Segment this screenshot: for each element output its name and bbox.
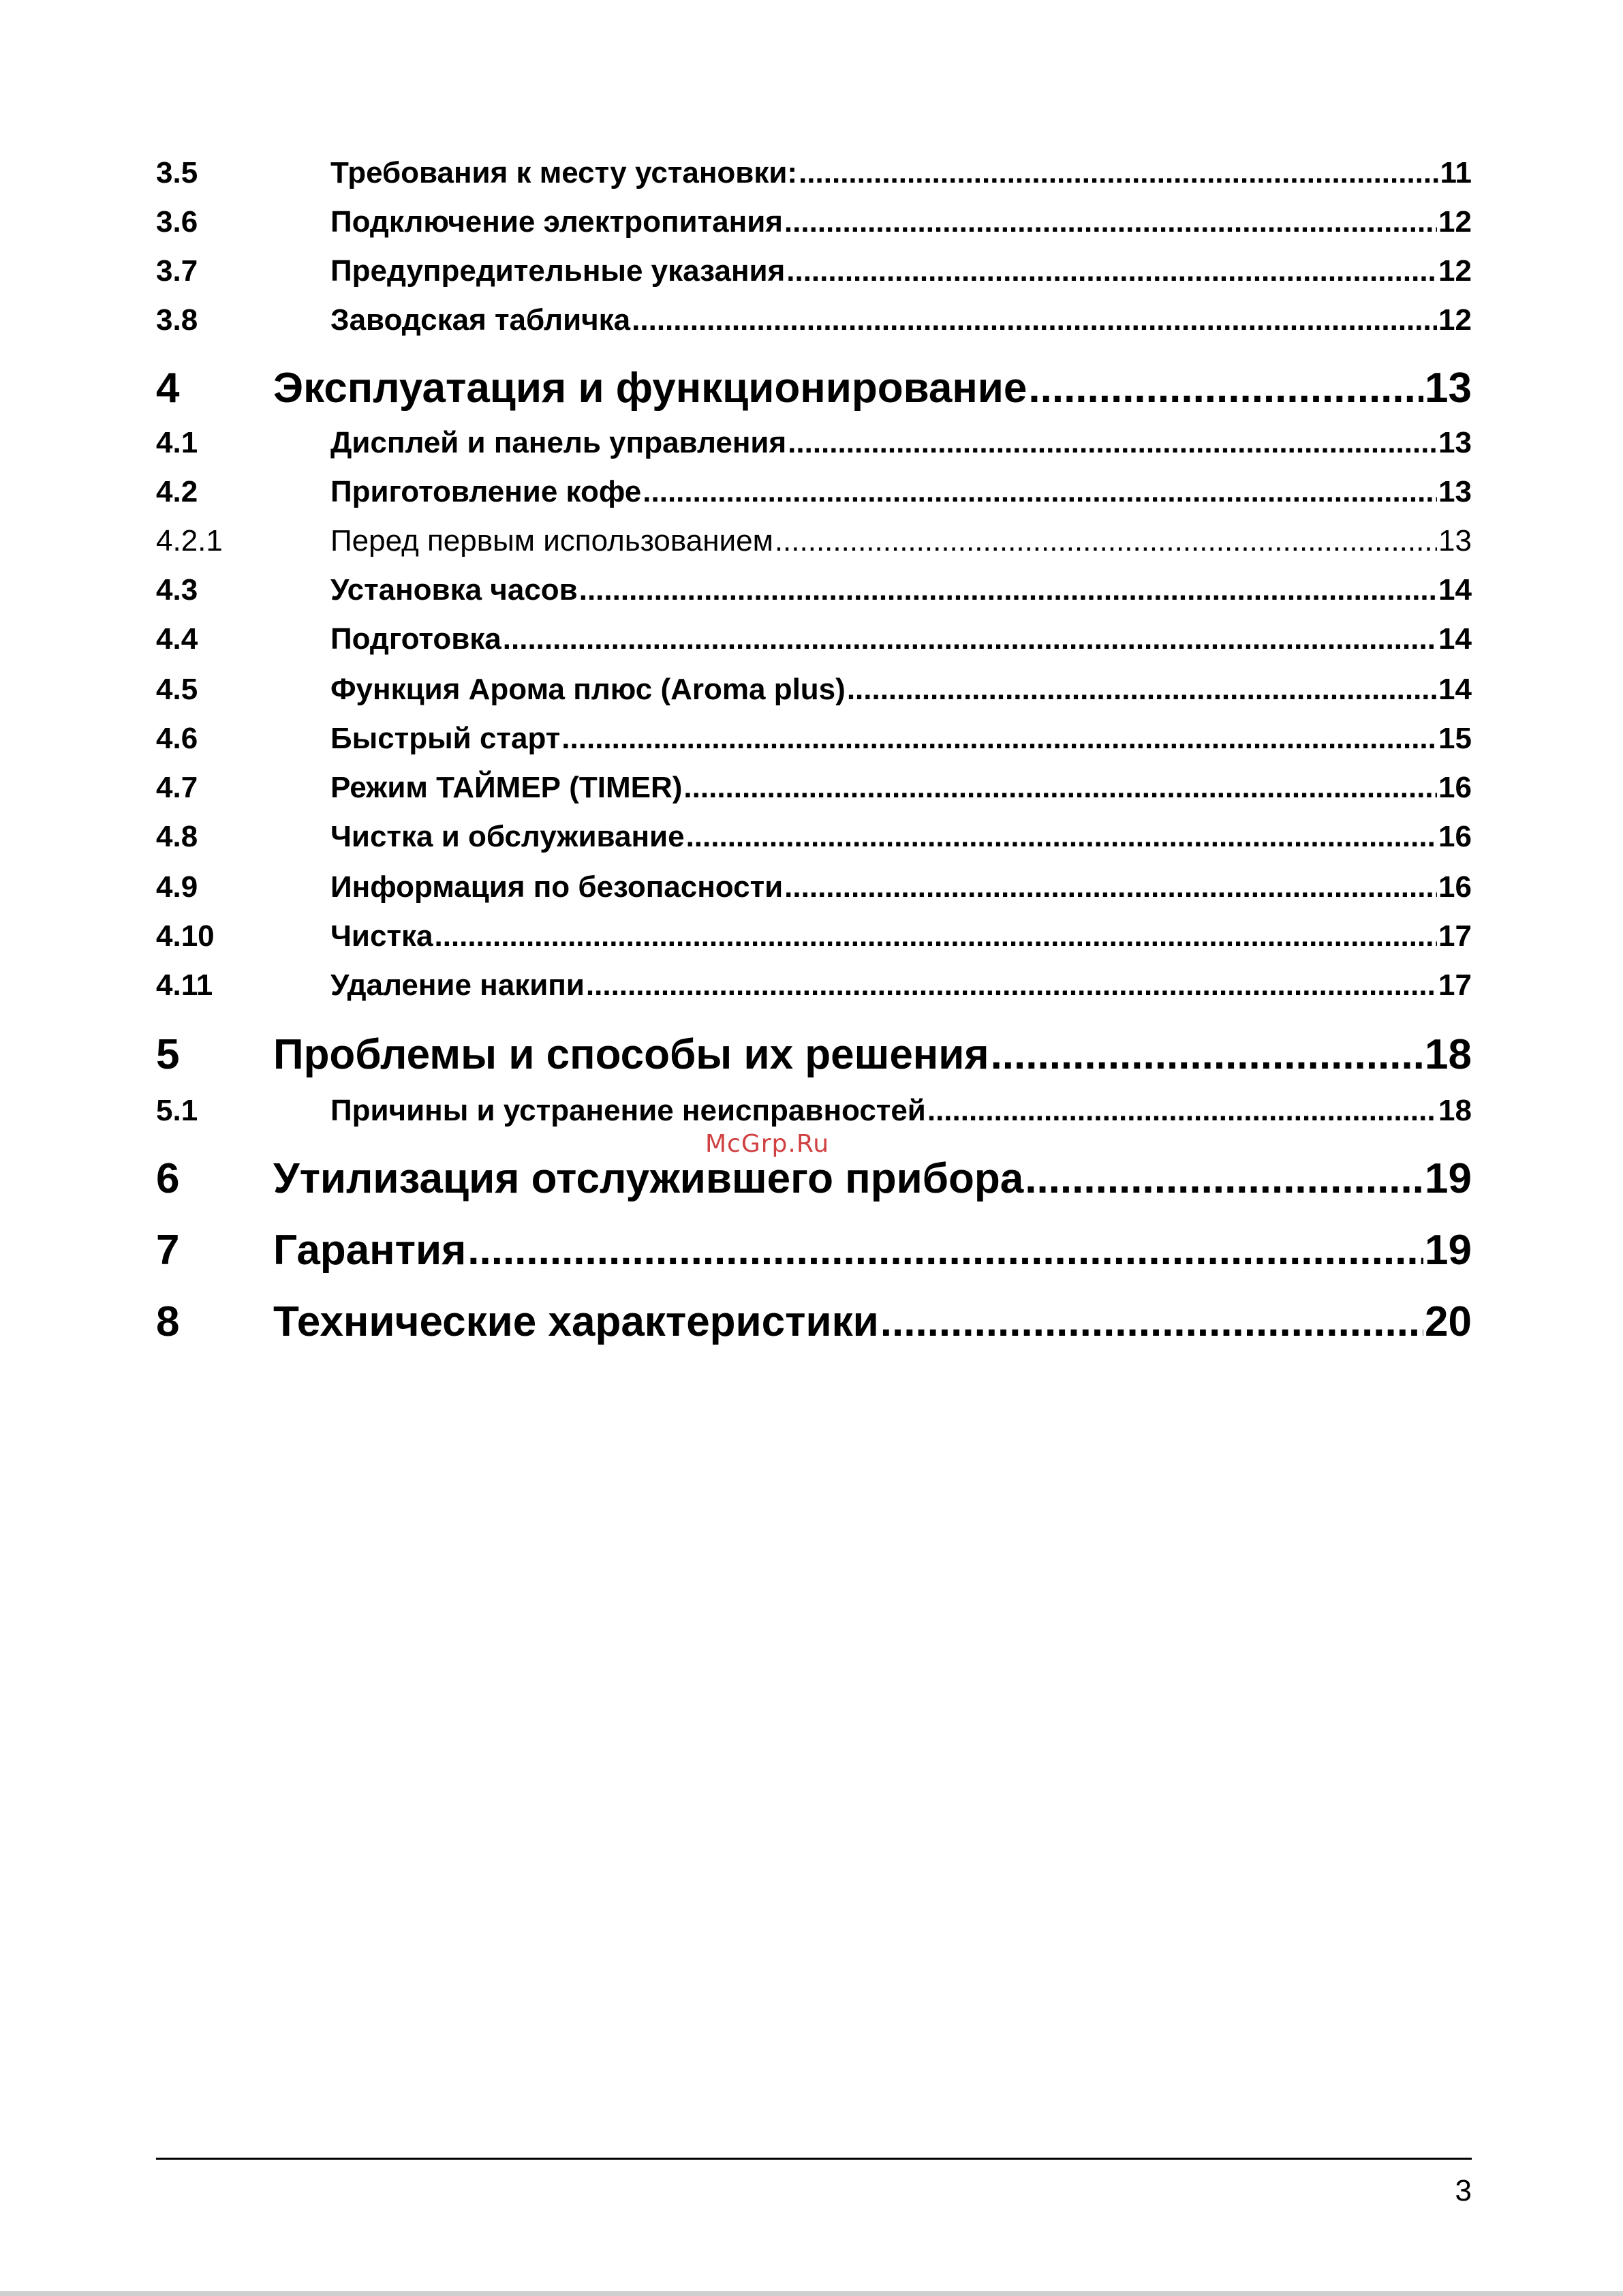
toc-entry-4-6[interactable] (156, 718, 1472, 759)
toc-entry-page: 14 (1438, 673, 1472, 706)
toc-entry-page: 12 (1438, 205, 1472, 239)
toc-entry-page: 14 (1438, 573, 1472, 607)
toc-entry-page: 12 (1438, 254, 1472, 288)
toc-dot-leader (786, 251, 1437, 292)
toc-entry-page: 20 (1425, 1298, 1472, 1345)
toc-dot-leader (788, 423, 1437, 463)
toc-entry-4-11[interactable] (156, 965, 1472, 1006)
toc-dot-leader (503, 619, 1437, 660)
toc-entry-title: Подключение электропитания (330, 205, 783, 239)
toc-entry-page: 17 (1438, 968, 1472, 1002)
toc-entry-page: 13 (1438, 524, 1472, 557)
toc-dot-leader (927, 1090, 1437, 1131)
toc-entry-page: 19 (1425, 1155, 1472, 1202)
toc-dot-leader (1028, 361, 1423, 416)
toc-entry-page: 11 (1440, 156, 1472, 189)
toc-entry-title: Предупредительные указания (330, 254, 786, 288)
toc-dot-leader (799, 153, 1438, 194)
page-number: 3 (1455, 2174, 1472, 2207)
toc-entry-title: Заводская табличка (330, 303, 631, 337)
toc-entry-title: Требования к месту установки: (330, 156, 798, 189)
toc-entry-number: 4.10 (156, 919, 215, 953)
toc-dot-leader (579, 570, 1437, 611)
toc-entry-page: 15 (1438, 722, 1472, 755)
toc-entry-title: Гарантия (273, 1227, 467, 1274)
toc-entry-page: 16 (1438, 870, 1472, 904)
toc-entry-number: 4 (156, 365, 180, 412)
toc-entry-number: 4.2.1 (156, 524, 223, 557)
toc-entry-number: 4.9 (156, 870, 198, 904)
toc-entry-number: 4.7 (156, 771, 198, 804)
toc-entry-number: 3.8 (156, 303, 198, 337)
toc-entry-number: 4.6 (156, 722, 198, 755)
toc-entry-title: Режим ТАЙМЕР (TIMER) (330, 771, 683, 804)
toc-entry-4-2[interactable] (156, 472, 1472, 512)
toc-dot-leader (991, 1028, 1423, 1082)
toc-entry-7[interactable] (156, 1223, 1472, 1278)
toc-entry-number: 6 (156, 1155, 180, 1202)
toc-entry-number: 4.1 (156, 426, 198, 459)
toc-entry-4-10[interactable] (156, 916, 1472, 957)
toc-dot-leader (686, 816, 1437, 857)
toc-entry-3-8[interactable] (156, 300, 1472, 341)
toc-entry-page: 17 (1438, 919, 1472, 953)
toc-entry-number: 4.4 (156, 622, 198, 656)
toc-entry-4-8[interactable] (156, 816, 1472, 857)
toc-entry-title: Удаление накипи (330, 968, 585, 1002)
toc-dot-leader (643, 472, 1437, 512)
toc-entry-title: Чистка (330, 919, 433, 953)
toc-entry-5-1[interactable] (156, 1090, 1472, 1131)
toc-entry-title: Причины и устранение неисправностей (330, 1094, 926, 1127)
toc-entry-title: Приготовление кофе (330, 475, 642, 508)
toc-entry-title: Утилизация отслужившего прибора (273, 1155, 1024, 1202)
toc-dot-leader (467, 1223, 1423, 1278)
toc-entry-4-7[interactable] (156, 767, 1472, 808)
toc-entry-title: Информация по безопасности (330, 870, 784, 904)
toc-entry-title: Функция Арома плюс (Aroma plus) (330, 673, 846, 706)
toc-dot-leader (683, 767, 1437, 808)
toc-entry-title: Установка часов (330, 573, 578, 607)
toc-entry-page: 19 (1425, 1227, 1472, 1274)
toc-dot-leader (632, 300, 1437, 341)
watermark: McGrp.Ru (705, 1130, 830, 1158)
toc-entry-page: 18 (1425, 1031, 1472, 1078)
toc-entry-4-2-1[interactable] (156, 521, 1472, 562)
toc-entry-title: Перед первым использованием (330, 524, 773, 557)
toc-entry-number: 5 (156, 1031, 180, 1078)
toc-dot-leader (775, 521, 1437, 562)
toc-dot-leader (1025, 1152, 1423, 1206)
toc-entry-title: Технические характеристики (273, 1298, 879, 1345)
toc-entry-number: 7 (156, 1227, 180, 1274)
toc-entry-8[interactable] (156, 1295, 1472, 1349)
toc-entry-number: 3.5 (156, 156, 198, 189)
footer-divider (156, 2158, 1472, 2160)
page-bottom-edge (0, 2291, 1623, 2296)
toc-entry-number: 4.2 (156, 475, 198, 508)
toc-entry-number: 4.3 (156, 573, 198, 607)
toc-entry-number: 4.11 (156, 968, 213, 1002)
toc-entry-title: Эксплуатация и функционирование (273, 365, 1027, 412)
toc-dot-leader (434, 916, 1437, 957)
toc-entry-4-4[interactable] (156, 619, 1472, 660)
toc-entry-5[interactable] (156, 1028, 1472, 1082)
toc-entry-3-5[interactable] (156, 153, 1472, 194)
toc-entry-page: 12 (1438, 303, 1472, 337)
toc-entry-page: 14 (1438, 622, 1472, 656)
toc-entry-3-7[interactable] (156, 251, 1472, 292)
toc-entry-title: Чистка и обслуживание (330, 820, 685, 853)
toc-entry-number: 8 (156, 1298, 180, 1345)
toc-entry-4-1[interactable] (156, 423, 1472, 463)
toc-dot-leader (880, 1295, 1423, 1349)
toc-entry-3-6[interactable] (156, 202, 1472, 243)
toc-entry-title: Быстрый старт (330, 722, 561, 755)
toc-entry-4-9[interactable] (156, 867, 1472, 908)
toc-dot-leader (561, 718, 1437, 759)
toc-entry-number: 4.5 (156, 673, 198, 706)
toc-dot-leader (784, 867, 1437, 908)
toc-entry-page: 16 (1438, 820, 1472, 853)
toc-dot-leader (586, 965, 1437, 1006)
toc-entry-4-3[interactable] (156, 570, 1472, 611)
toc-entry-title: Дисплей и панель управления (330, 426, 787, 459)
toc-entry-4[interactable] (156, 361, 1472, 416)
toc-entry-title: Проблемы и способы их решения (273, 1031, 989, 1078)
toc-entry-page: 18 (1438, 1094, 1472, 1127)
toc-dot-leader (784, 202, 1437, 243)
toc-entry-6[interactable] (156, 1152, 1472, 1206)
toc-entry-page: 13 (1425, 365, 1472, 412)
toc-entry-number: 5.1 (156, 1094, 198, 1127)
toc-entry-page: 13 (1438, 426, 1472, 459)
toc-entry-title: Подготовка (330, 622, 501, 656)
toc-entry-number: 4.8 (156, 820, 198, 853)
toc-entry-number: 3.6 (156, 205, 198, 239)
toc-entry-page: 16 (1438, 771, 1472, 804)
toc-entry-4-5[interactable] (156, 669, 1472, 710)
toc-entry-page: 13 (1438, 475, 1472, 508)
toc-dot-leader (847, 669, 1437, 710)
toc-entry-number: 3.7 (156, 254, 198, 288)
